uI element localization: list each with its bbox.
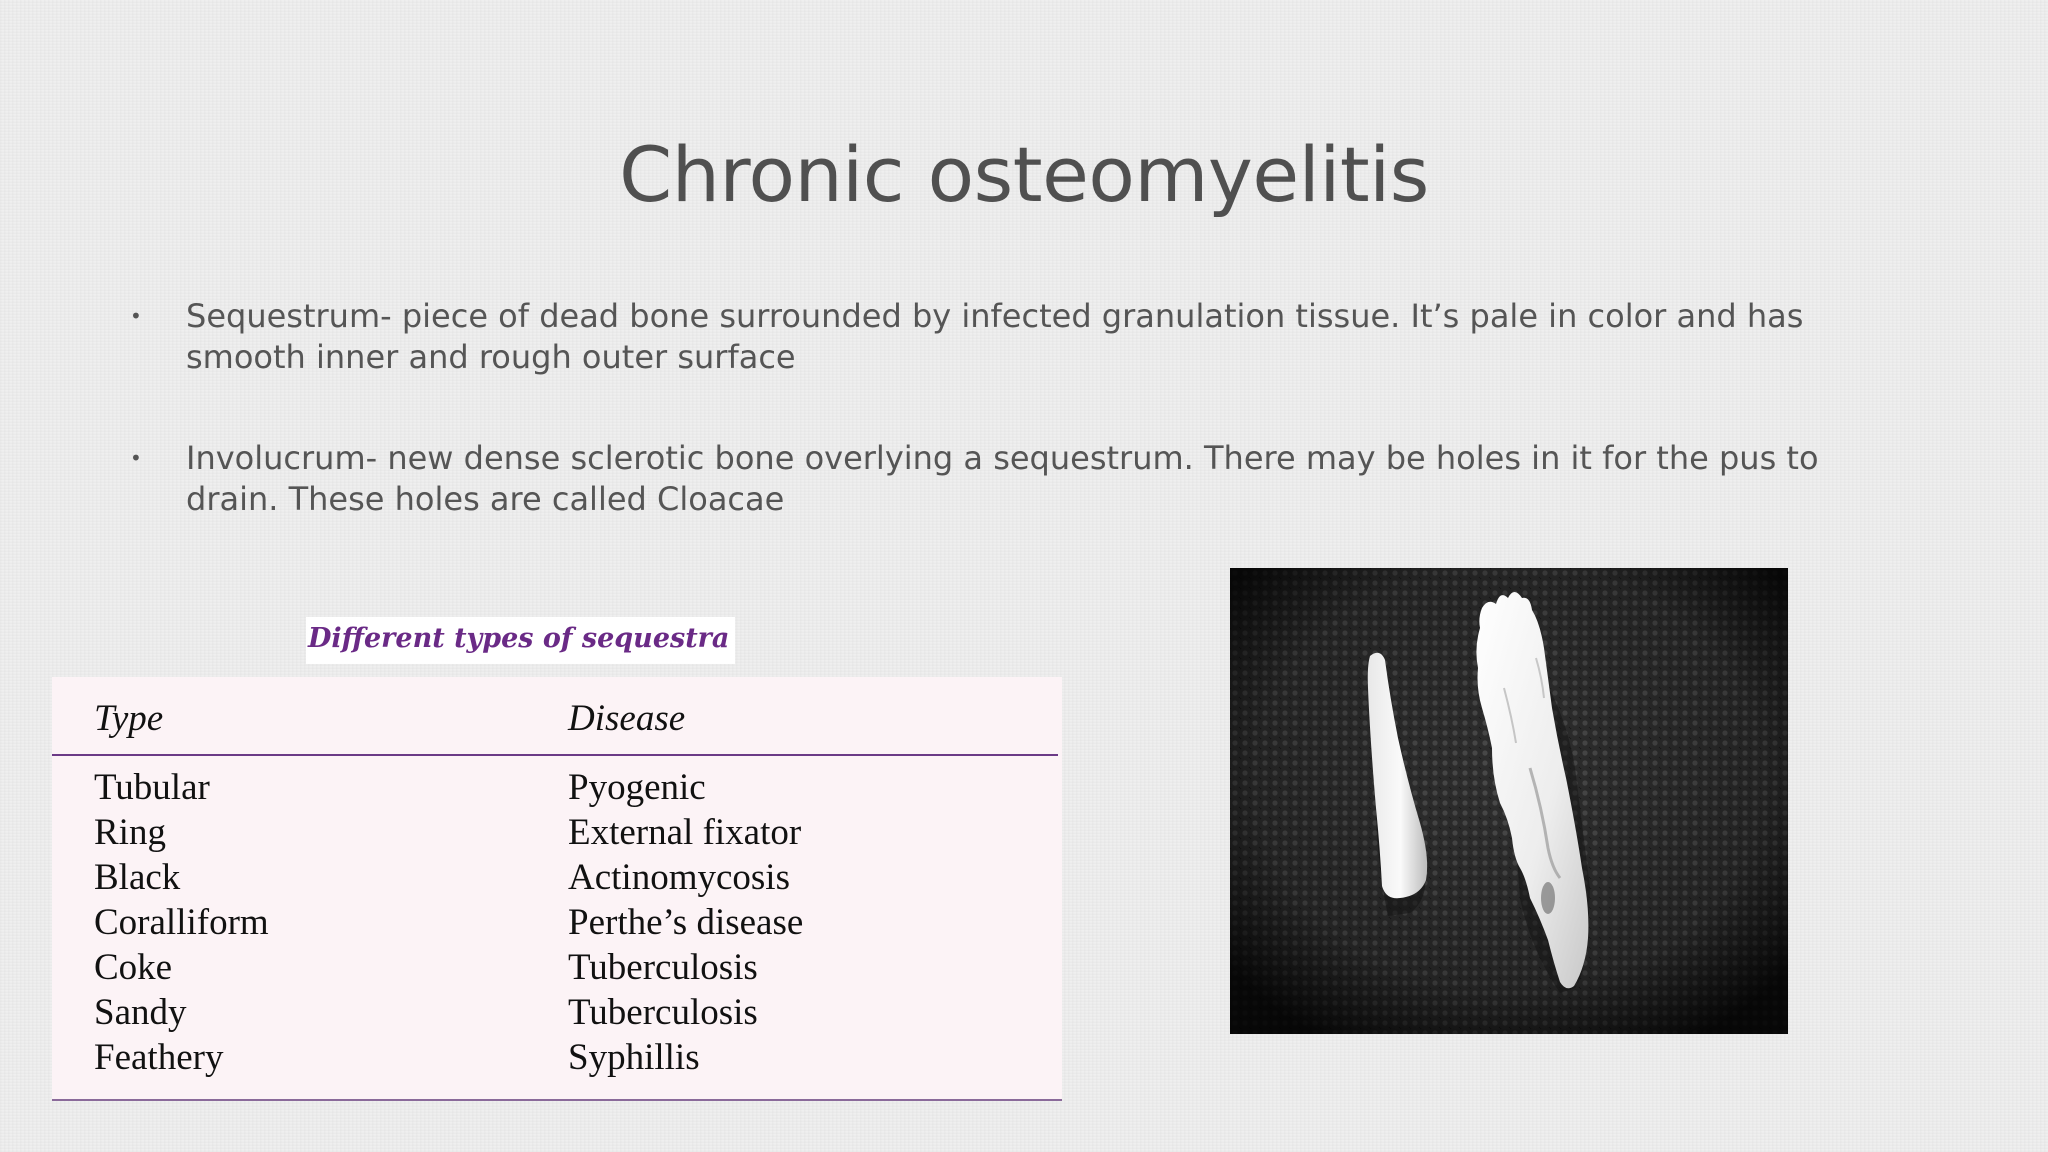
column-header-type: Type (94, 698, 164, 739)
bullet-text: Sequestrum- piece of dead bone surrounded by infected granulation tissue. It’s pale in color and has smooth inner and rough outer surface (186, 297, 1804, 376)
cell-type: Sandy (94, 992, 187, 1033)
cell-type: Coralliform (94, 902, 269, 943)
cell-disease: Tuberculosis (568, 992, 758, 1033)
slide-title: Chronic osteomyelitis (619, 130, 1429, 219)
bullet-marker: • (130, 446, 142, 470)
table-row (52, 765, 1058, 810)
cell-type: Ring (94, 812, 166, 853)
cell-disease: Actinomycosis (568, 857, 790, 898)
cell-type: Tubular (94, 767, 210, 808)
bullet-marker: • (130, 304, 142, 328)
table-row (52, 810, 1058, 855)
bullet-involucrum (130, 438, 1830, 520)
table-row (52, 1035, 1058, 1080)
table-header (52, 677, 1058, 756)
table-caption: Different types of sequestra (306, 617, 735, 664)
cell-disease: Perthe’s disease (568, 902, 804, 943)
sequestra-table (52, 677, 1062, 1101)
bullet-sequestrum (130, 296, 1830, 378)
column-header-disease: Disease (568, 698, 686, 739)
table-row (52, 945, 1058, 990)
cell-disease: Pyogenic (568, 767, 706, 808)
sequestrum-photo (1230, 568, 1788, 1034)
cell-disease: External fixator (568, 812, 802, 853)
cell-type: Black (94, 857, 181, 898)
cell-disease: Tuberculosis (568, 947, 758, 988)
table-row (52, 990, 1058, 1035)
bullet-text: Involucrum- new dense sclerotic bone overlying a sequestrum. There may be holes in it for the pus to drain. These holes are called Cloacae (186, 439, 1819, 518)
bullet-list (130, 296, 1830, 580)
cell-disease: Syphillis (568, 1037, 700, 1078)
table-row (52, 900, 1058, 945)
cell-type: Feathery (94, 1037, 224, 1078)
table-row (52, 855, 1058, 900)
table-body (52, 765, 1058, 1080)
cell-type: Coke (94, 947, 173, 988)
